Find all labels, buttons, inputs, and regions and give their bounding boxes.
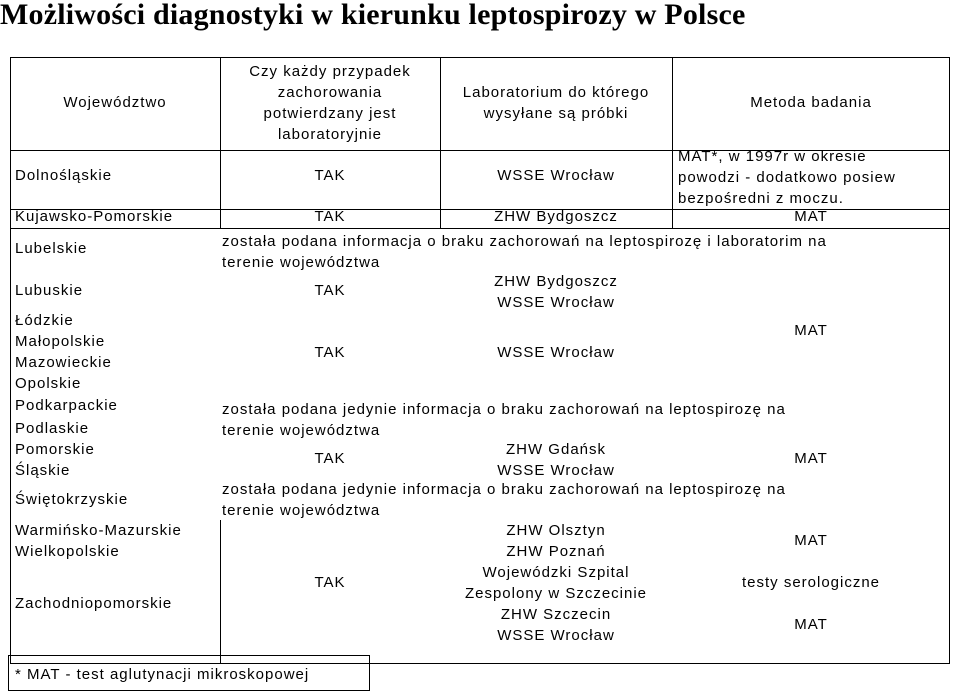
info-note: została podana jedynie informacja o braku zachorowań na leptospirozę na terenie województwa <box>222 481 786 519</box>
confirmed-value: TAK <box>314 450 346 467</box>
region-podlaskie: Podlaskie <box>15 420 90 437</box>
region-opolskie: Opolskie <box>15 375 82 392</box>
lab-value: ZHW Gdańsk WSSE Wrocław <box>497 441 615 479</box>
lab-value: ZHW Poznań <box>506 543 606 560</box>
confirmed-value: TAK <box>314 167 346 184</box>
region-dolnoslaskie: Dolnośląskie <box>15 167 113 184</box>
lab-value: Wojewódzki Szpital Zespolony w Szczecinie ZHW Szczecin WSSE Wrocław <box>464 564 648 644</box>
region-malopolskie: Małopolskie <box>15 333 106 350</box>
header-region: Województwo <box>63 94 167 111</box>
lab-value: ZHW Bydgoszcz <box>494 208 618 225</box>
footnote-text: * MAT - test aglutynacji mikroskopowej <box>15 666 310 683</box>
region-podkarpackie: Podkarpackie <box>15 397 118 414</box>
page-title: Możliwości diagnostyki w kierunku leptospirozy w Polsce <box>0 0 746 31</box>
confirmed-value: TAK <box>314 574 346 591</box>
method-value: MAT <box>794 208 828 225</box>
lab-value: ZHW Olsztyn <box>506 522 606 539</box>
method-value: MAT*, w 1997r w okresie powodzi - dodatkowo posiew bezpośredni z moczu. <box>678 148 896 207</box>
header-confirmed: Czy każdy przypadek zachorowania potwierdzany jest laboratoryjnie <box>249 63 411 143</box>
confirmed-value: TAK <box>314 208 346 225</box>
method-value: MAT <box>794 532 828 549</box>
method-value: testy serologiczne <box>741 574 881 591</box>
region-mazowieckie: Mazowieckie <box>15 354 112 371</box>
region-warminsko-mazurskie: Warmińsko-Mazurskie <box>15 522 182 539</box>
lab-value: ZHW Bydgoszcz WSSE Wrocław <box>494 273 618 311</box>
region-lubuskie: Lubuskie <box>15 282 84 299</box>
region-pomorskie: Pomorskie <box>15 441 95 458</box>
region-slaskie: Śląskie <box>15 462 71 479</box>
header-method: Metoda badania <box>750 94 872 111</box>
table-rule <box>10 228 950 229</box>
info-note: została podana jedynie informacja o braku zachorowań na leptospirozę na terenie województwa <box>222 401 786 439</box>
confirmed-value: TAK <box>314 282 346 299</box>
region-swietokrzyskie: Świętokrzyskie <box>15 491 129 508</box>
region-wielkopolskie: Wielkopolskie <box>15 543 120 560</box>
method-value: MAT <box>794 616 828 633</box>
table-rule <box>672 57 673 228</box>
region-lubelskie: Lubelskie <box>15 240 88 257</box>
method-value: MAT <box>794 450 828 467</box>
lab-value: WSSE Wrocław <box>497 167 615 184</box>
footnote-box <box>8 655 370 691</box>
info-note: została podana informacja o braku zachorowań na leptospirozę i laboratorim na terenie województwa <box>222 233 827 271</box>
lab-value: WSSE Wrocław <box>497 344 615 361</box>
method-value: MAT <box>794 322 828 339</box>
confirmed-value: TAK <box>314 344 346 361</box>
region-zachodniopomorskie: Zachodniopomorskie <box>15 595 173 612</box>
header-laboratory: Laboratorium do którego wysyłane są próbki <box>462 84 650 122</box>
region-kujawsko-pomorskie: Kujawsko-Pomorskie <box>15 208 174 225</box>
region-lodzkie: Łódzkie <box>15 312 74 329</box>
